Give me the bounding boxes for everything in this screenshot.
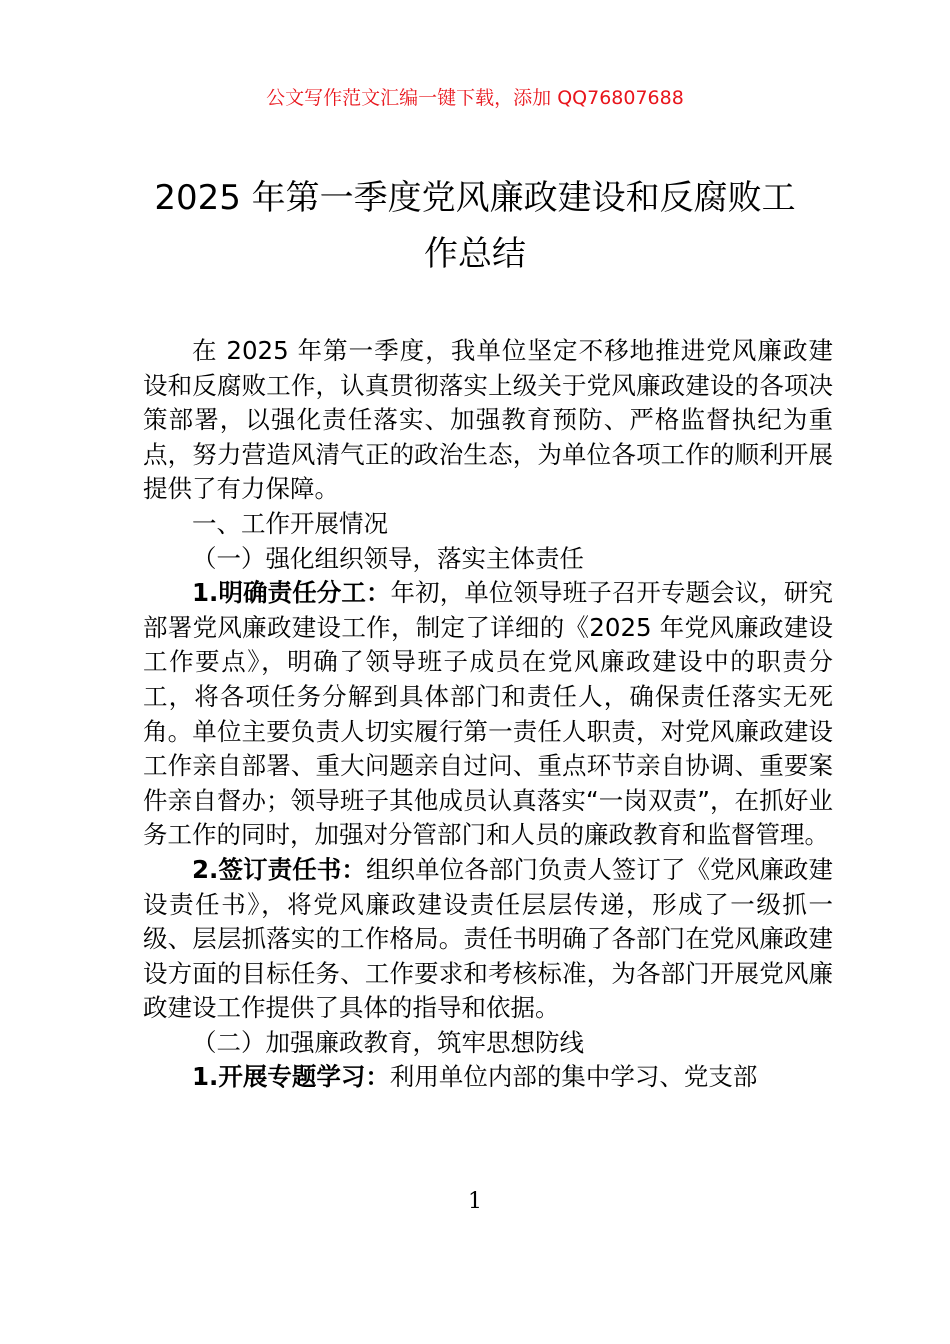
item-label-3: 1.开展专题学习： xyxy=(192,1062,390,1092)
document-title xyxy=(130,170,820,282)
item-paragraph-1 xyxy=(143,576,833,853)
page-number: 1 xyxy=(468,1189,482,1214)
item-label-2: 2.签订责任书： xyxy=(192,854,366,884)
title-line-2: 作总结 xyxy=(424,234,526,274)
item-text-2: 组织单位各部门负责人签订了《党风廉政建设责任书》，将党风廉政建设责任层层传递，形成了一级抓一级、层层抓落实的工作格局。责任书明确了各部门在党风廉政建设方面的目标任务、工作要求和考核标准，为各部门开展党风廉政建设工作提供了具体的指导和依据。 xyxy=(143,854,833,1023)
item-text-3: 利用单位内部的集中学习、党支部 xyxy=(389,1062,758,1092)
title-line-1: 2025 年第一季度党风廉政建设和反腐败工 xyxy=(154,178,796,218)
item-paragraph-2 xyxy=(143,853,833,1026)
intro-paragraph: 在 2025 年第一季度，我单位坚定不移地推进党风廉政建设和反腐败工作，认真贯彻落实上级关于党风廉政建设的各项决策部署，以强化责任落实、加强教育预防、严格监督执纪为重点，努力营造风清气正的政治生态，为单位各项工作的顺利开展提供了有力保障。 xyxy=(143,336,833,504)
item-paragraph-3 xyxy=(143,1060,833,1095)
subsection-heading-1: （一）强化组织领导，落实主体责任 xyxy=(192,543,584,573)
subsection-heading-2: （二）加强廉政教育，筑牢思想防线 xyxy=(192,1027,584,1057)
promo-header: 公文写作范文汇编一键下载，添加 QQ76807688 xyxy=(266,87,684,109)
item-text-1: 年初，单位领导班子召开专题会议，研究部署党风廉政建设工作，制定了详细的《2025 年党风廉政建设工作要点》，明确了领导班子成员在党风廉政建设中的职责分工，将各项任务分解到具体部门和责任人，确保责任落实无死角。单位主要负责人切实履行第一责任人职责，对党风廉政建设工作亲自部署、重大问题亲自过问、重点环节亲自协调、重要案件亲自督办；领导班子其他成员认真落实“一岗双责”，在抓好业务工作的同时，加强对分管部门和人员的廉政教育和监督管理。 xyxy=(143,578,834,850)
document-body xyxy=(143,334,833,1095)
section-heading: 一、工作开展情况 xyxy=(192,508,388,538)
item-label-1: 1.明确责任分工： xyxy=(192,578,391,608)
